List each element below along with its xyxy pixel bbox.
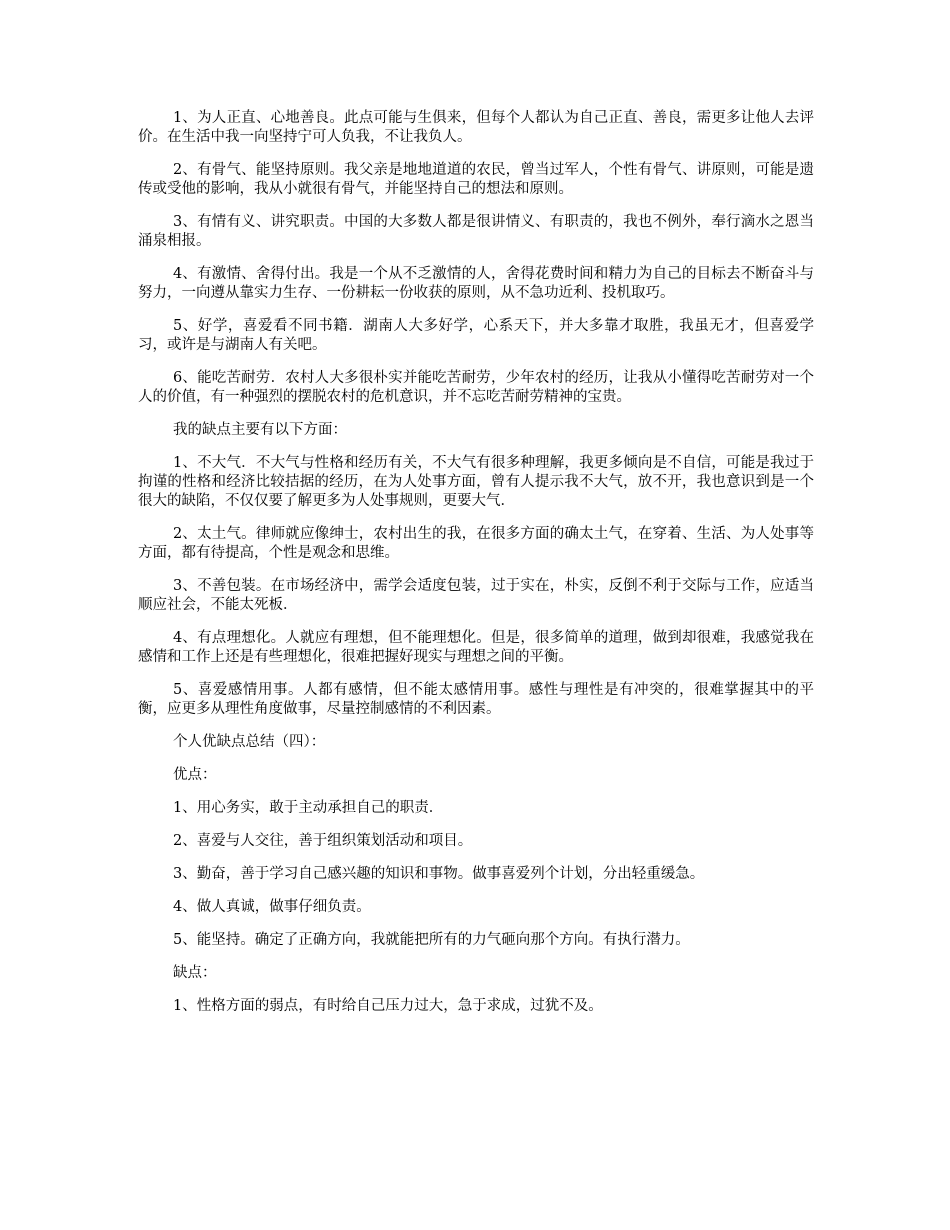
paragraph-summary-merit-1: 1、用心务实，敢于主动承担自己的职责． <box>173 800 444 816</box>
paragraph-merits-label: 优点： <box>173 767 217 783</box>
paragraph-summary-merit-4: 4、做人真诚，做事仔细负责。 <box>173 899 371 915</box>
paragraph-weaknesses-label: 缺点： <box>173 965 217 981</box>
paragraph-summary-merit-3: 3、勤奋，善于学习自己感兴趣的知识和事物。做事喜爱列个计划，分出轻重缓急。 <box>173 866 705 882</box>
paragraph-merit-3: 3、有情有义、讲究职责。中国的大多数人都是很讲情义、有职责的，我也不例外，奉行滴水之恩当涌泉相报。 <box>138 214 814 249</box>
paragraph-summary-merit-5: 5、能坚持。确定了正确方向，我就能把所有的力气砸向那个方向。有执行潜力。 <box>173 932 690 948</box>
paragraph-weakness-3: 3、不善包装。在市场经济中，需学会适度包装，过于实在，朴实，反倒不利于交际与工作，应适当顺应社会，不能太死板． <box>138 578 814 613</box>
paragraph-merit-1: 1、为人正直、心地善良。此点可能与生俱来，但每个人都认为自己正直、善良，需更多让他人去评价。在生活中我一向坚持宁可人负我，不让我负人。 <box>138 110 814 145</box>
paragraph-summary-merit-2: 2、喜爱与人交往，善于组织策划活动和项目。 <box>173 833 473 849</box>
paragraph-merit-4: 4、有激情、舍得付出。我是一个从不乏激情的人，舍得花费时间和精力为自己的目标去不断奋斗与努力，一向遵从靠实力生存、一份耕耘一份收获的原则，从不急功近利、投机取巧。 <box>138 266 814 301</box>
paragraph-merit-5: 5、好学，喜爱看不同书籍．湖南人大多好学，心系天下，并大多靠才取胜，我虽无才，但喜爱学习，或许是与湖南人有关吧。 <box>138 318 814 353</box>
paragraph-weakness-2: 2、太土气。律师就应像绅士，农村出生的我，在很多方面的确太土气，在穿着、生活、为人处事等方面，都有待提高，个性是观念和思维。 <box>138 526 814 561</box>
paragraph-weakness-heading: 我的缺点主要有以下方面： <box>173 422 347 438</box>
paragraph-section-title: 个人优缺点总结（四）： <box>173 734 326 750</box>
paragraph-weakness-5: 5、喜爱感情用事。人都有感情，但不能太感情用事。感性与理性是有冲突的，很难掌握其中的平衡，应更多从理性角度做事，尽量控制感情的不利因素。 <box>138 682 814 717</box>
paragraph-summary-weakness-1: 1、性格方面的弱点，有时给自己压力过大，急于求成，过犹不及。 <box>173 998 603 1014</box>
document-body <box>138 109 814 1030</box>
paragraph-weakness-1: 1、不大气．不大气与性格和经历有关，不大气有很多种理解，我更多倾向是不自信，可能是我过于拘谨的性格和经济比较拮据的经历，在为人处事方面，曾有人提示我不大气，放不开，我也意识到是一个很大的缺陷，不仅仅要了解更多为人处事规则，更要大气． <box>138 455 814 509</box>
paragraph-merit-6: 6、能吃苦耐劳．农村人大多很朴实并能吃苦耐劳，少年农村的经历，让我从小懂得吃苦耐劳对一个人的价值，有一种强烈的摆脱农村的危机意识，并不忘吃苦耐劳精神的宝贵。 <box>138 370 814 405</box>
paragraph-weakness-4: 4、有点理想化。人就应有理想，但不能理想化。但是，很多简单的道理，做到却很难，我感觉我在感情和工作上还是有些理想化，很难把握好现实与理想之间的平衡。 <box>138 630 814 665</box>
paragraph-merit-2: 2、有骨气、能坚持原则。我父亲是地地道道的农民，曾当过军人，个性有骨气、讲原则，可能是遗传或受他的影响，我从小就很有骨气，并能坚持自己的想法和原则。 <box>138 162 814 197</box>
